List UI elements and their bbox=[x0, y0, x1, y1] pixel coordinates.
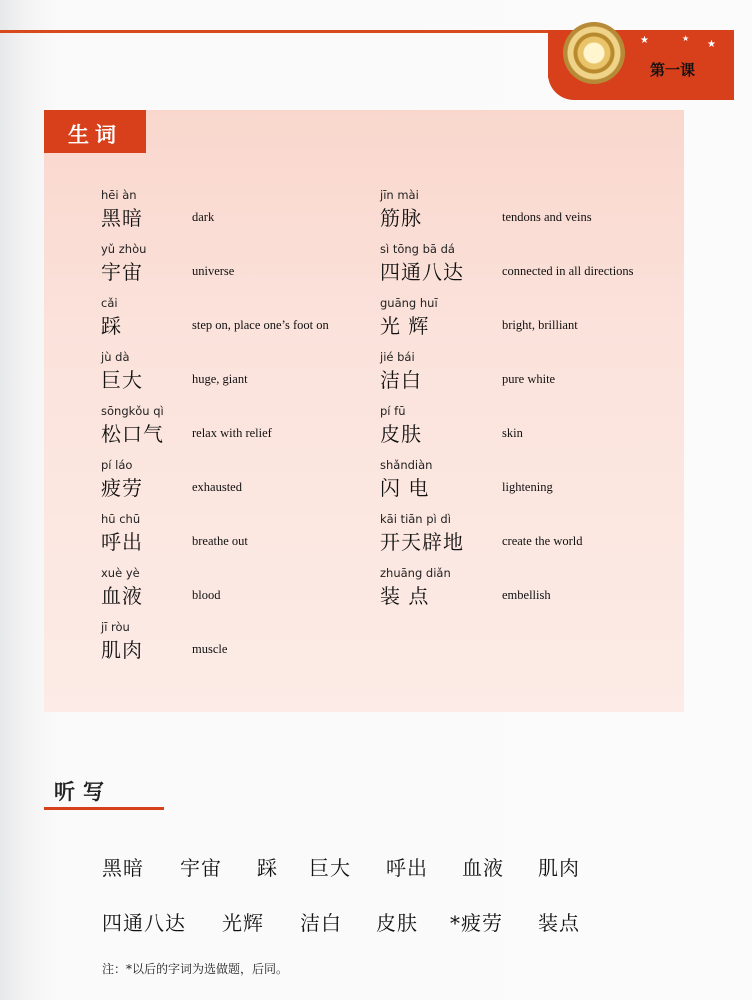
vocab-hanzi: 四通八达 bbox=[380, 260, 464, 284]
vocab-hanzi: 踩 bbox=[101, 314, 122, 338]
dictation-word: 血液 bbox=[462, 856, 504, 880]
vocab-hanzi: 筋脉 bbox=[380, 206, 422, 230]
vocab-english: skin bbox=[502, 426, 523, 440]
vocab-hanzi: 开天辟地 bbox=[380, 530, 464, 554]
vocab-pinyin: jī ròu bbox=[101, 620, 130, 634]
vocab-hanzi: 松口气 bbox=[101, 422, 164, 446]
vocab-english: bright, brilliant bbox=[502, 318, 578, 332]
vocab-english: muscle bbox=[192, 642, 228, 656]
vocab-english: exhausted bbox=[192, 480, 242, 494]
dictation-word: 肌肉 bbox=[538, 856, 580, 880]
star-icon: ★ bbox=[707, 39, 716, 50]
star-icon: ★ bbox=[680, 91, 689, 101]
vocab-hanzi: 装 点 bbox=[380, 584, 430, 608]
vocab-pinyin: jù dà bbox=[101, 350, 130, 364]
dictation-word: 装点 bbox=[538, 911, 580, 935]
dictation-rule bbox=[44, 807, 164, 810]
dictation-word: 光辉 bbox=[222, 911, 264, 935]
dictation-word: 皮肤 bbox=[376, 911, 418, 935]
dictation-title: 听写 bbox=[54, 779, 112, 804]
vocab-hanzi: 皮肤 bbox=[380, 422, 422, 446]
vocab-pinyin: zhuāng diǎn bbox=[380, 566, 451, 580]
vocab-pinyin: hēi àn bbox=[101, 188, 137, 202]
vocab-pinyin: jīn mài bbox=[380, 188, 419, 202]
dictation-word: 黑暗 bbox=[102, 856, 144, 880]
dictation-word: 呼出 bbox=[386, 856, 428, 880]
vocab-pinyin: jié bái bbox=[380, 350, 415, 364]
vocab-english: relax with relief bbox=[192, 426, 272, 440]
vocab-pinyin: pí fū bbox=[380, 404, 406, 418]
vocab-pinyin: cǎi bbox=[101, 296, 118, 310]
vocab-pinyin: kāi tiān pì dì bbox=[380, 512, 451, 526]
vocab-english: blood bbox=[192, 588, 221, 602]
vocab-pinyin: pí láo bbox=[101, 458, 133, 472]
vocab-pinyin: guāng huī bbox=[380, 296, 438, 310]
vocab-english: connected in all directions bbox=[502, 264, 634, 278]
vocab-hanzi: 巨大 bbox=[101, 368, 143, 392]
vocab-hanzi: 闪 电 bbox=[380, 476, 430, 500]
star-icon: ★ bbox=[646, 80, 655, 90]
vocab-english: tendons and veins bbox=[502, 210, 592, 224]
vocab-hanzi: 疲劳 bbox=[101, 476, 143, 500]
dictation-word: 洁白 bbox=[300, 911, 342, 935]
vocab-english: lightening bbox=[502, 480, 553, 494]
header-rule bbox=[0, 30, 560, 33]
vocab-pinyin: sōngkǒu qì bbox=[101, 404, 164, 418]
vocab-english: universe bbox=[192, 264, 235, 278]
vocab-hanzi: 肌肉 bbox=[101, 638, 143, 662]
vocab-pinyin: hū chū bbox=[101, 512, 141, 526]
vocab-hanzi: 洁白 bbox=[380, 368, 422, 392]
dictation-word: 宇宙 bbox=[180, 856, 222, 880]
dictation-word: 四通八达 bbox=[102, 911, 186, 935]
sun-emblem-icon bbox=[563, 22, 625, 84]
vocab-hanzi: 血液 bbox=[101, 584, 143, 608]
vocab-english: step on, place one’s foot on bbox=[192, 318, 329, 332]
vocab-pinyin: yǔ zhòu bbox=[101, 242, 147, 256]
star-icon: ★ bbox=[640, 35, 649, 46]
dictation-word: *疲劳 bbox=[450, 911, 503, 935]
vocab-english: pure white bbox=[502, 372, 556, 386]
vocab-english: breathe out bbox=[192, 534, 248, 548]
vocab-english: embellish bbox=[502, 588, 551, 602]
vocab-hanzi: 呼出 bbox=[101, 530, 143, 554]
vocabulary-title: 生词 bbox=[68, 123, 122, 147]
vocab-english: create the world bbox=[502, 534, 583, 548]
dictation-word: 巨大 bbox=[309, 856, 351, 880]
vocab-pinyin: xuè yè bbox=[101, 566, 140, 580]
vocab-hanzi: 黑暗 bbox=[101, 206, 143, 230]
lesson-label: 第一课 bbox=[650, 61, 696, 79]
footnote: 注：*以后的字词为选做题，后同。 bbox=[102, 962, 289, 976]
vocab-hanzi: 宇宙 bbox=[101, 260, 143, 284]
dictation-word: 踩 bbox=[257, 856, 278, 880]
vocab-pinyin: shǎndiàn bbox=[380, 458, 433, 472]
star-icon: ★ bbox=[682, 34, 690, 43]
vocabulary-header bbox=[44, 110, 146, 153]
vocab-english: huge, giant bbox=[192, 372, 248, 386]
vocab-english: dark bbox=[192, 210, 215, 224]
vocab-hanzi: 光 辉 bbox=[380, 314, 430, 338]
vocab-pinyin: sì tōng bā dá bbox=[380, 242, 455, 256]
